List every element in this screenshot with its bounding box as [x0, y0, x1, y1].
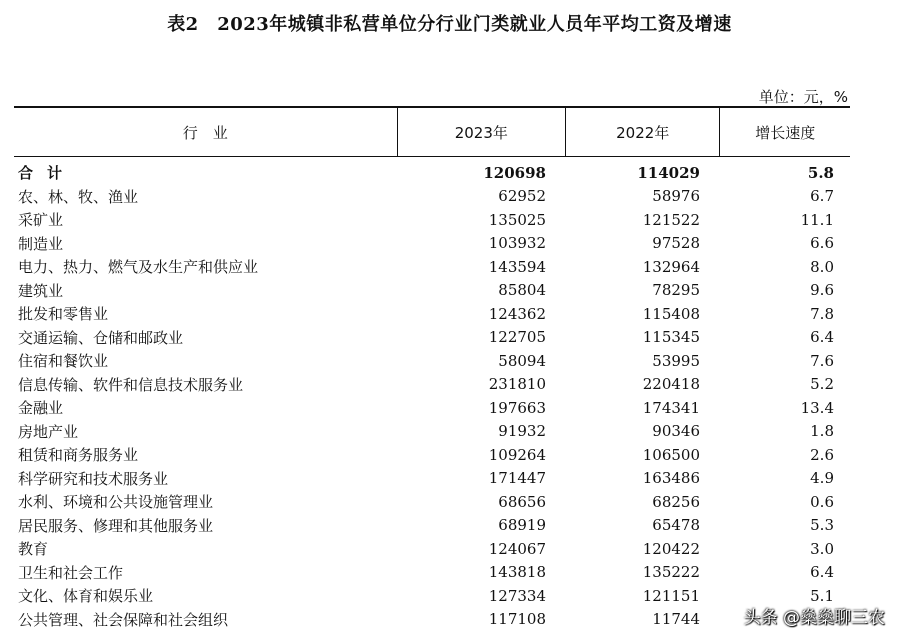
- industry-cell: 电力、热力、燃气及水生产和供应业: [18, 258, 259, 277]
- table-row: [14, 467, 850, 491]
- table-row: [14, 232, 850, 256]
- growth-cell: 6.4: [810, 328, 834, 347]
- table-row: [14, 537, 850, 561]
- growth-cell: 2.6: [810, 445, 834, 464]
- value-2023-cell: 58094: [498, 351, 546, 370]
- growth-cell: 6.4: [810, 563, 834, 582]
- table-row: [14, 255, 850, 279]
- value-2022-cell: 58976: [652, 187, 700, 206]
- growth-cell: 3.0: [810, 539, 834, 558]
- industry-cell: 合计: [18, 164, 77, 183]
- value-2023-cell: 122705: [488, 328, 546, 347]
- header-growth: 增长速度: [719, 108, 850, 156]
- value-2022-cell: 174341: [642, 398, 700, 417]
- growth-cell: 7.6: [810, 351, 834, 370]
- value-2022-cell: 163486: [642, 469, 700, 488]
- growth-cell: 8.0: [810, 257, 834, 276]
- industry-cell: 批发和零售业: [18, 305, 109, 324]
- growth-cell: 6.6: [810, 234, 834, 253]
- header-2022: 2022年: [565, 108, 719, 156]
- growth-cell: 9.6: [810, 281, 834, 300]
- industry-cell: 教育: [18, 540, 49, 559]
- value-2023-cell: 117108: [488, 610, 546, 629]
- table-row: [14, 326, 850, 350]
- table-title: 表2 2023年城镇非私营单位分行业门类就业人员年平均工资及增速: [167, 14, 732, 35]
- value-2023-cell: 91932: [498, 422, 546, 441]
- value-2022-cell: 11744: [652, 610, 700, 629]
- value-2023-cell: 171447: [488, 469, 546, 488]
- value-2023-cell: 68919: [498, 516, 546, 535]
- table-body: [14, 161, 850, 631]
- value-2022-cell: 121151: [642, 586, 700, 605]
- industry-cell: 房地产业: [18, 422, 79, 441]
- growth-cell: 0.6: [810, 492, 834, 511]
- industry-cell: 农、林、牧、渔业: [18, 187, 139, 206]
- table-row: [14, 396, 850, 420]
- value-2022-cell: 90346: [652, 422, 700, 441]
- industry-cell: 居民服务、修理和其他服务业: [18, 516, 214, 535]
- value-2023-cell: 124067: [488, 539, 546, 558]
- value-2022-cell: 78295: [652, 281, 700, 300]
- value-2022-cell: 65478: [652, 516, 700, 535]
- table-row: [14, 514, 850, 538]
- value-2022-cell: 132964: [642, 257, 700, 276]
- industry-cell: 水利、环境和公共设施管理业: [18, 493, 214, 512]
- value-2023-cell: 85804: [498, 281, 546, 300]
- industry-cell: 科学研究和技术服务业: [18, 469, 169, 488]
- value-2023-cell: 124362: [488, 304, 546, 323]
- value-2022-cell: 106500: [642, 445, 700, 464]
- header-rule: [14, 156, 850, 157]
- table-row: [14, 490, 850, 514]
- value-2023-cell: 62952: [498, 187, 546, 206]
- table-row: [14, 420, 850, 444]
- value-2023-cell: 197663: [488, 398, 546, 417]
- growth-cell: 4.9: [810, 469, 834, 488]
- value-2022-cell: 120422: [642, 539, 700, 558]
- total-row: [14, 161, 850, 185]
- industry-cell: 信息传输、软件和信息技术服务业: [18, 375, 244, 394]
- industry-cell: 公共管理、社会保障和社会组织: [18, 610, 229, 629]
- industry-cell: 租赁和商务服务业: [18, 446, 139, 465]
- table-header: [14, 108, 850, 156]
- value-2023-cell: 143818: [488, 563, 546, 582]
- table-row: [14, 185, 850, 209]
- value-2023-cell: 120698: [483, 163, 546, 182]
- header-2023: 2023年: [397, 108, 565, 156]
- table-row: [14, 208, 850, 232]
- growth-cell: 5.3: [810, 516, 834, 535]
- value-2022-cell: 135222: [642, 563, 700, 582]
- value-2023-cell: 135025: [488, 210, 546, 229]
- value-2022-cell: 53995: [652, 351, 700, 370]
- watermark: 头条 @燊燊聊三农: [743, 608, 885, 628]
- industry-cell: 文化、体育和娱乐业: [18, 587, 154, 606]
- growth-cell: 5.2: [810, 375, 834, 394]
- industry-cell: 采矿业: [18, 211, 64, 230]
- value-2023-cell: 103932: [488, 234, 546, 253]
- table-row: [14, 373, 850, 397]
- wage-table: [14, 106, 850, 631]
- value-2022-cell: 114029: [637, 163, 700, 182]
- industry-cell: 卫生和社会工作: [18, 563, 124, 582]
- value-2022-cell: 220418: [642, 375, 700, 394]
- table-row: [14, 584, 850, 608]
- growth-cell: 6.7: [810, 187, 834, 206]
- growth-cell: 11.1: [800, 210, 834, 229]
- growth-cell: 5.8: [807, 163, 834, 182]
- growth-cell: 1.8: [810, 422, 834, 441]
- table-row: [14, 608, 850, 632]
- table-row: [14, 561, 850, 585]
- value-2022-cell: 115408: [642, 304, 700, 323]
- table-row: [14, 443, 850, 467]
- industry-cell: 交通运输、仓储和邮政业: [18, 328, 184, 347]
- industry-cell: 制造业: [18, 234, 64, 253]
- industry-cell: 金融业: [18, 399, 64, 418]
- header-industry: 行 业: [182, 123, 228, 142]
- growth-cell: 5.1: [810, 586, 834, 605]
- value-2023-cell: 127334: [488, 586, 546, 605]
- value-2023-cell: 109264: [488, 445, 546, 464]
- growth-cell: 13.4: [800, 398, 834, 417]
- value-2023-cell: 68656: [498, 492, 546, 511]
- growth-cell: 7.8: [810, 304, 834, 323]
- unit-label: 单位：元，%: [758, 88, 848, 106]
- value-2022-cell: 68256: [652, 492, 700, 511]
- value-2022-cell: 115345: [642, 328, 700, 347]
- industry-cell: 住宿和餐饮业: [18, 352, 109, 371]
- value-2023-cell: 143594: [488, 257, 546, 276]
- table-row: [14, 302, 850, 326]
- table-row: [14, 349, 850, 373]
- table-row: [14, 279, 850, 303]
- value-2022-cell: 121522: [642, 210, 700, 229]
- value-2022-cell: 97528: [652, 234, 700, 253]
- industry-cell: 建筑业: [18, 281, 64, 300]
- value-2023-cell: 231810: [488, 375, 546, 394]
